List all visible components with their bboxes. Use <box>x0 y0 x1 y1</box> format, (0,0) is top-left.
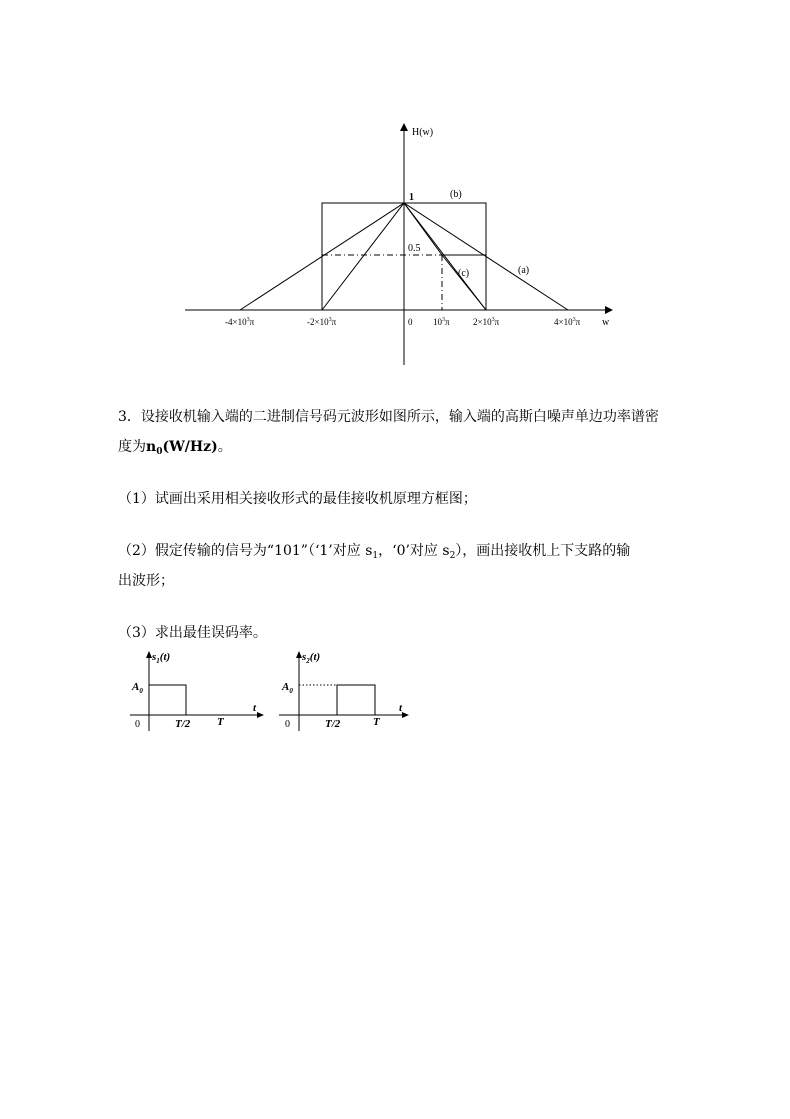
y-axis-arrow <box>400 123 408 131</box>
s1-period: T <box>217 716 224 728</box>
tick-neg4: $-4\times 10^3\pi$ <box>225 317 255 327</box>
s2-t-label: t <box>399 702 403 714</box>
x-axis-label: w <box>602 317 610 328</box>
problem-intro-prefix: 度为 <box>118 439 146 455</box>
s1-t-label: t <box>253 702 257 714</box>
tick-pos2: $2\times 10^3\pi$ <box>473 317 500 327</box>
curve-a-label: (a) <box>518 265 530 276</box>
s2-title: $s_2(t)$ <box>302 651 321 665</box>
tick-one: $10^3\pi$ <box>433 317 450 327</box>
tick-zero: 0 <box>408 317 413 327</box>
waveform-s2-figure <box>265 645 415 740</box>
half-label: 0.5 <box>408 243 421 254</box>
s1-pulse <box>149 685 186 715</box>
question-2-line1: （2）假定传输的信号为“101”（‘1’对应 $s_1$，‘0’对应 $s_2$），画出接收机上下支路的输 <box>118 543 631 561</box>
s2-pulse <box>337 685 375 715</box>
s2-origin: 0 <box>285 719 290 730</box>
question-3: （3）求出最佳误码率。 <box>118 625 267 641</box>
peak-label: 1 <box>409 192 414 203</box>
problem-intro-line2: 度为$n_0(W/Hz)$。 <box>118 439 232 457</box>
curve-c-label: (c) <box>458 268 470 279</box>
s2-period: T <box>373 716 380 728</box>
s2-x-arrow <box>402 712 409 718</box>
x-axis-arrow <box>605 306 613 314</box>
waveform-s1-figure <box>125 645 275 740</box>
noise-symbol: $n_0(W/Hz)$ <box>146 439 218 457</box>
problem-intro-text: 设接收机输入端的二进制信号码元波形如图所示，输入端的高斯白噪声单边功率谱密 <box>140 409 659 425</box>
curve-c-slope <box>442 255 486 310</box>
s1-title: $s_1(t)$ <box>152 651 171 665</box>
s1-half-period: T/2 <box>175 718 191 730</box>
curve-b-label: (b) <box>450 189 462 200</box>
question-2-line2: 出波形； <box>118 573 174 589</box>
s2-half-period: T/2 <box>325 718 341 730</box>
s2-amplitude: $A_0$ <box>282 681 293 695</box>
y-axis-label: H(w) <box>412 127 434 138</box>
frequency-response-figure <box>180 115 620 375</box>
tick-pos4: $4\times 10^3\pi$ <box>554 317 581 327</box>
question-1: （1）试画出采用相关接收形式的最佳接收机原理方框图； <box>118 491 477 507</box>
problem-intro-line1 <box>118 402 678 432</box>
s1-origin: 0 <box>135 719 140 730</box>
s1-amplitude: $A_0$ <box>132 681 143 695</box>
tick-neg2: $-2\times 10^3\pi$ <box>307 317 337 327</box>
s1-x-arrow <box>257 712 264 718</box>
problem-number: 3． <box>118 409 141 425</box>
